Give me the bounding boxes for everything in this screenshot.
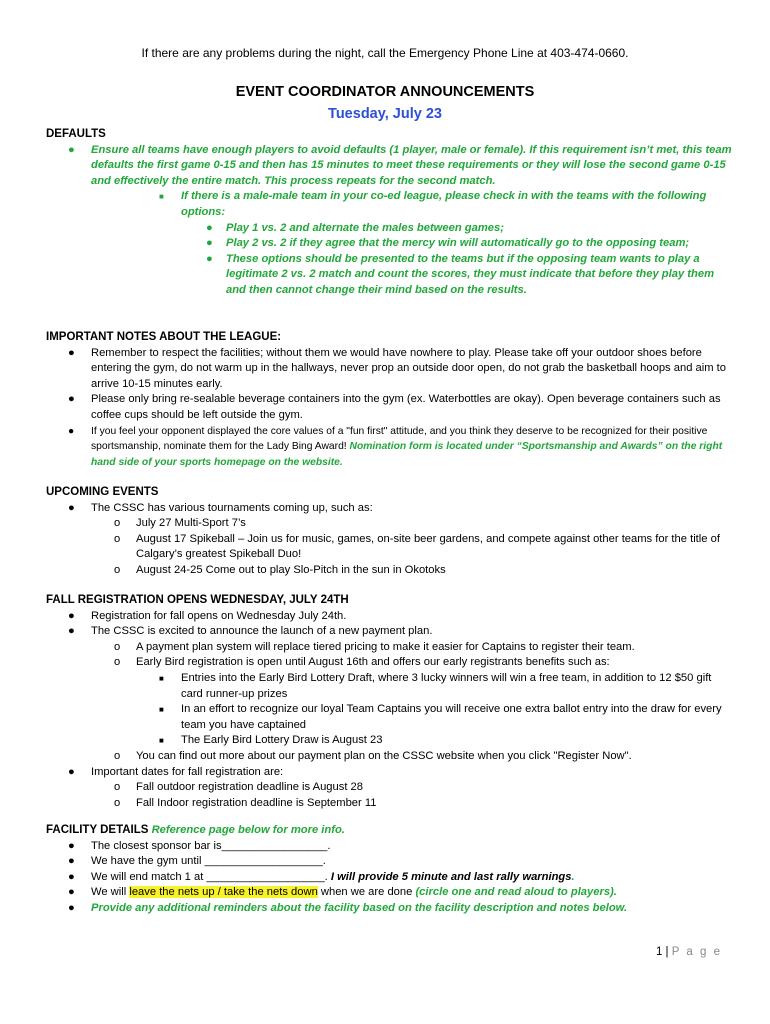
list-item: o August 17 Spikeball – Join us for music, games, on-site beer gardens, and compete against other teams for the title of Calgary’s greatest Spikeball Duo! — [114, 532, 720, 561]
list-item: ● Important dates for fall registration are: — [46, 765, 736, 781]
list-item: o Fall Indoor registration deadline is September 11 — [46, 796, 736, 812]
defaults-section — [46, 127, 736, 299]
list-item: ● The CSSC is excited to announce the launch of a new payment plan. — [46, 624, 736, 640]
list-item: ● The closest sponsor bar is_________________. — [46, 839, 736, 855]
list-item: ● Registration for fall opens on Wednesday July 24th. — [46, 609, 736, 625]
list-item: ■ In an effort to recognize our loyal Team Captains you will receive one extra ballot entry into the draw for every team you have captained — [159, 703, 722, 731]
bullet-icon: ● — [68, 765, 75, 778]
circle-bullet-icon: o — [114, 532, 121, 545]
list-item: ● We will end match 1 at ___________________. I will provide 5 minute and last rally warnings. — [46, 870, 736, 886]
bullet-icon: ● — [68, 501, 75, 514]
circle-bullet-icon: o — [114, 781, 121, 794]
page-title: EVENT COORDINATOR ANNOUNCEMENTS — [235, 84, 535, 100]
nets-highlight: leave the nets up / take the nets down — [129, 886, 318, 899]
list-item: o You can find out more about our payment plan on the CSSC website when you click "Register Now". — [46, 749, 736, 765]
square-bullet-icon: ■ — [159, 673, 164, 683]
fall-heading: FALL REGISTRATION OPENS WEDNESDAY, JULY 24TH — [46, 594, 349, 606]
circle-bullet-icon: o — [114, 517, 121, 530]
notes-heading: IMPORTANT NOTES ABOUT THE LEAGUE: — [46, 331, 282, 343]
list-item: o Early Bird registration is open until August 16th and offers our early registrants benefits such as: — [46, 655, 736, 671]
list-item: o Fall outdoor registration deadline is August 28 — [46, 780, 736, 796]
emergency-line: If there are any problems during the night, call the Emergency Phone Line at 403-474-0660. — [141, 46, 629, 60]
bullet-icon: ● — [68, 855, 75, 868]
bullet-icon: ● — [206, 252, 213, 265]
square-bullet-icon: ■ — [159, 192, 164, 202]
bullet-icon: ● — [206, 237, 213, 250]
upcoming-section — [46, 485, 736, 579]
list-item: o A payment plan system will replace tiered pricing to make it easier for Captains to register their team. — [46, 640, 736, 656]
list-item: ■ The Early Bird Lottery Draw is August 23 — [46, 733, 736, 749]
nomination-note: Nomination form is located under “Sportsmanship and Awards” on the right hand side of your sports homepage on the website. — [91, 441, 723, 468]
list-item: ● We have the gym until ___________________. — [46, 854, 736, 870]
facility-section — [46, 823, 736, 917]
list-item: ■ Entries into the Early Bird Lottery Draft, where 3 lucky winners will win a free team, in addition to 12 $50 gift card runner-up prizes — [159, 671, 712, 700]
facility-reference: Reference page below for more info. — [151, 824, 345, 836]
fall-registration-section — [46, 593, 736, 811]
notes-section — [46, 330, 736, 470]
square-bullet-icon: ■ — [159, 736, 164, 746]
list-item: ● Play 1 vs. 2 and alternate the males between games; — [46, 221, 736, 237]
circle-bullet-icon: o — [114, 640, 121, 653]
circle-bullet-icon: o — [114, 749, 121, 762]
list-item: ■ If there is a male-male team in your co-ed league, please check in with the teams with the following options: — [159, 190, 707, 218]
list-item: ● Remember to respect the facilities; without them we would have nowhere to play. Please take off your outdoor shoes before entering the gym, do not warm up in the hallways, never prop an outside door open, do not grab the basketball hoops and aim to arrive 10-15 minutes early. — [68, 346, 726, 390]
bullet-icon: ● — [68, 625, 75, 638]
bullet-icon: ● — [206, 221, 213, 234]
list-item: ● We will leave the nets up / take the nets down when we are done (circle one and read aloud to players). — [46, 885, 736, 901]
circle-bullet-icon: o — [114, 656, 121, 669]
list-item: ● Please only bring re-sealable beverage containers into the gym (ex. Waterbottles are okay). Open beverage containers such as coffee cups should be left outside the gym. — [68, 393, 721, 421]
list-item: ● Ensure all teams have enough players to avoid defaults (1 player, male or female). If this requirement isn’t met, this team defaults the first game 0-15 and then has 15 minutes to meet these requirements or they will lose the second game 0-15 and effectively the entire match. This process repeats for the second match. — [68, 143, 732, 187]
list-item: ● Provide any additional reminders about the facility based on the facility description and notes below. — [46, 901, 736, 917]
circle-bullet-icon: o — [114, 563, 121, 576]
upcoming-heading: UPCOMING EVENTS — [46, 486, 159, 498]
bullet-icon: ● — [68, 870, 75, 883]
list-item: o July 27 Multi-Sport 7’s — [46, 516, 736, 532]
list-item: ● These options should be presented to the teams but if the opposing team wants to play a legitimate 2 vs. 2 match and count the scores, they must indicate that before they play them and then cannot change their mind based on the results. — [206, 252, 715, 296]
square-bullet-icon: ■ — [159, 705, 164, 715]
list-item: ● Play 2 vs. 2 if they agree that the mercy win will automatically go to the opposing team; — [46, 236, 736, 252]
bullet-icon: ● — [68, 886, 75, 899]
bullet-icon: ● — [68, 901, 75, 914]
bullet-icon: ● — [68, 143, 75, 156]
defaults-heading: DEFAULTS — [46, 128, 106, 140]
bullet-icon: ● — [68, 425, 75, 437]
facility-heading: FACILITY DETAILS — [46, 824, 149, 836]
circle-bullet-icon: o — [114, 796, 121, 809]
bullet-icon: ● — [68, 393, 75, 406]
page-label: P a g e — [671, 946, 722, 958]
list-item: o August 24-25 Come out to play Slo-Pitch in the sun in Okotoks — [46, 563, 736, 579]
bullet-icon: ● — [68, 609, 75, 622]
bullet-icon: ● — [68, 346, 75, 359]
page-footer: 1 | P a g e — [655, 946, 722, 958]
page-number: 1 — [655, 946, 663, 958]
bullet-icon: ● — [68, 839, 75, 852]
list-item: ● The CSSC has various tournaments coming up, such as: — [46, 501, 736, 517]
announcement-date: Tuesday, July 23 — [328, 106, 442, 122]
list-item: ● If you feel your opponent displayed the core values of a "fun first" attitude, and you think they deserve to be recognized for their positive sportsmanship, nominate them for the Lady Bing Award! Nomination form is located under “Sportsmanship and Awards” on the right hand side of your sports homepage on the website. — [68, 425, 723, 468]
